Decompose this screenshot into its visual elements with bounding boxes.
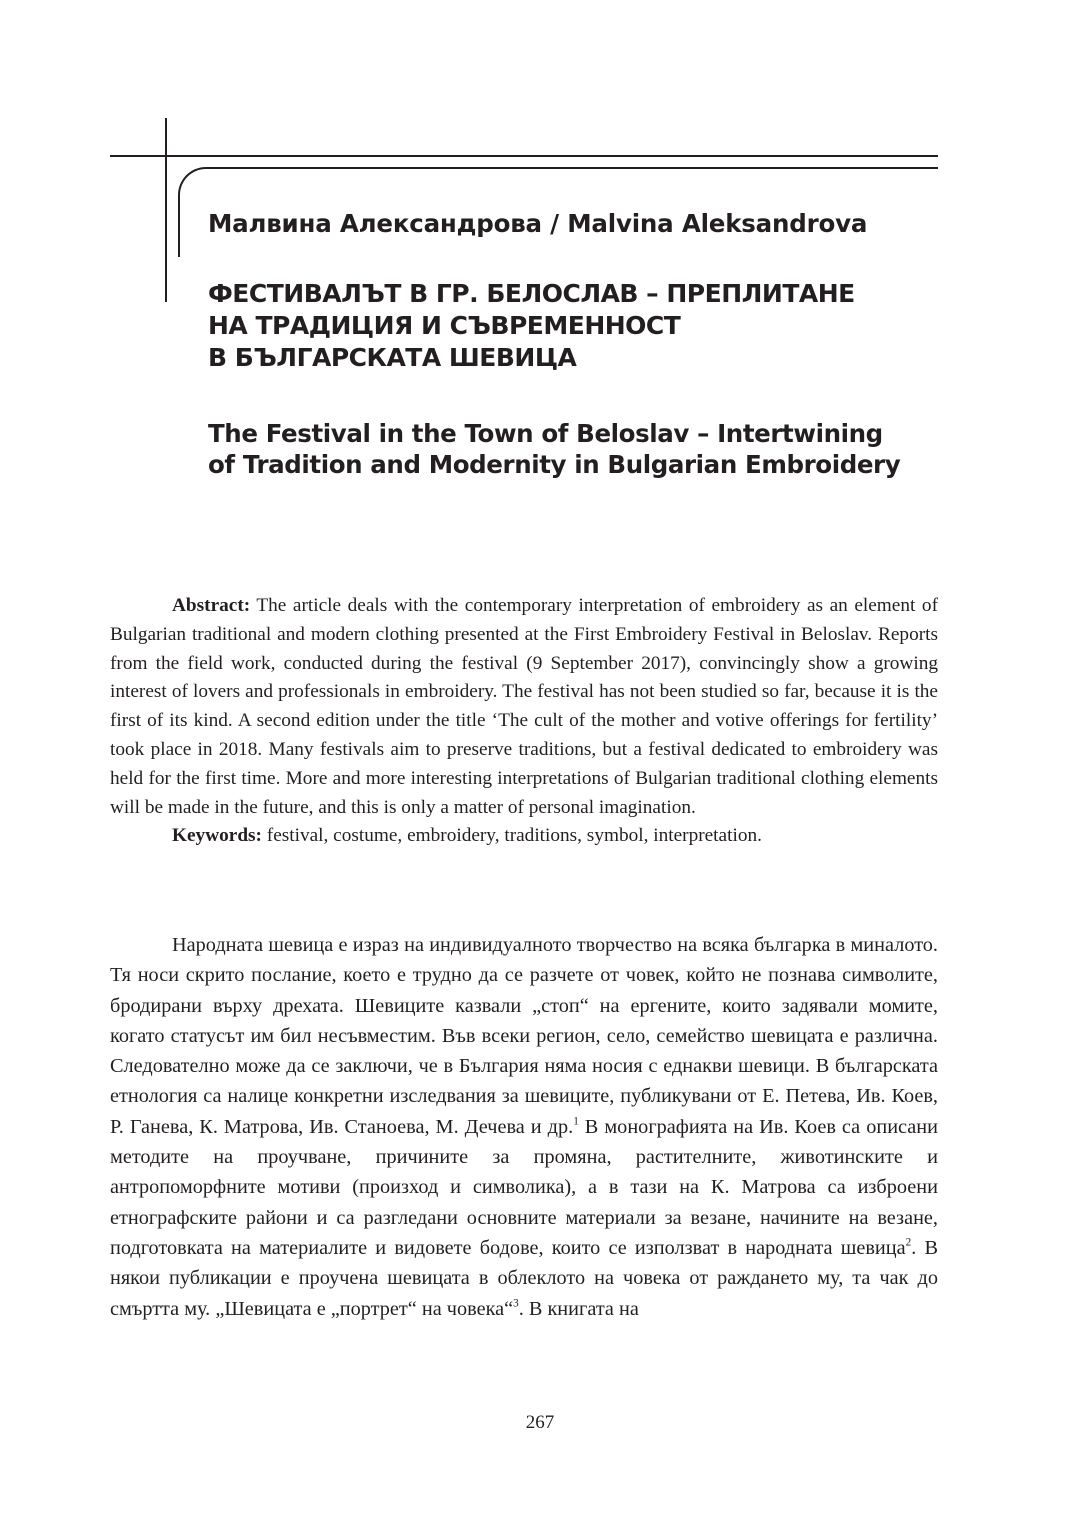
body-text-segment: В монографията на Ив. Коев са описани методите на проучване, причините за промяна, растителните, животинските и антропоморфните мотиви (произход и символика), а в тази на К. Матрова са изброени етнографските райони и са разгледани основните материали за везане, начините на везане, подготовката на материалите и видовете бодове, които се използват в народната шевица <box>110 1115 939 1259</box>
title-bg-line: В БЪЛГАРСКАТА ШЕВИЦА <box>208 343 577 372</box>
keywords-text: festival, costume, embroidery, traditions, symbol, interpretation. <box>261 825 762 847</box>
footnote-ref-2: 2 <box>905 1236 912 1249</box>
abstract-label: Abstract: <box>172 595 251 616</box>
title-english <box>208 418 938 480</box>
body-paragraph <box>110 930 938 1324</box>
keywords-label: Keywords: <box>172 825 262 847</box>
keywords-paragraph <box>110 822 938 851</box>
page-number: 267 <box>525 1412 555 1433</box>
footnote-ref-3: 3 <box>513 1297 519 1310</box>
title-en-line: The Festival in the Town of Beloslav – Intertwining <box>208 419 883 448</box>
body-text-segment: . В книгата на <box>518 1297 639 1320</box>
footnote-ref-1: 1 <box>573 1115 579 1128</box>
abstract-text: The article deals with the contemporary interpretation of embroidery as an element of Bulgarian traditional and modern clothing presented at the First Embroidery Festival in Beloslav. Reports from the field work, conducted during the festival (9 September 2017), convincingly show a growing interest of lovers and professionals in embroidery. The festival has not been studied so far, because it is the first of its kind. A second edition under the title ‘The cult of the mother and votive offerings for fertility’ took place in 2018. Many festivals aim to preserve traditions, but a festival dedicated to embroidery was held for the first time. More and more interesting interpretations of Bulgarian traditional clothing elements will be made in the future, and this is only a matter of personal imagination. <box>110 595 938 818</box>
title-bulgarian <box>208 278 938 374</box>
main-body <box>110 930 938 1324</box>
abstract-block <box>110 592 938 851</box>
body-text-segment: . В някои публикации е проучена шевицата в облеклото на човека от раждането му, та чак до смъртта му. „Шевицата е „портрет“ на човека“ <box>110 1236 938 1320</box>
crop-mark-horizontal <box>110 155 938 157</box>
title-bg-line: ФЕСТИВАЛЪТ В ГР. БЕЛОСЛАВ – ПРЕПЛИТАНЕ <box>208 279 855 308</box>
abstract-paragraph <box>110 592 938 822</box>
crop-mark-vertical <box>165 118 167 302</box>
title-bg-line: НА ТРАДИЦИЯ И СЪВРЕМЕННОСТ <box>208 311 681 340</box>
author-name: Малвина Александрова / Malvina Aleksandrova <box>208 209 868 238</box>
body-text-segment: Народната шевица е израз на индивидуалното творчество на всяка българка в миналото. Тя носи скрито послание, което е трудно да се разчете от човек, който не познава символите, бродирани върху дрехата. Шевиците казвали „стоп“ на ергените, които задявали момите, когато статусът им бил несъвместим. Във всеки регион, село, семейство шевицата е различна. Следователно може да се заключи, че в България няма носия с еднакви шевици. В българската етнология са налице конкретни изследвания за шевиците, публикувани от Е. Петева, Ив. Коев, Р. Ганева, К. Матрова, Ив. Станоева, М. Дечева и др. <box>110 934 938 1138</box>
title-en-line: of Tradition and Modernity in Bulgarian Embroidery <box>208 450 901 479</box>
